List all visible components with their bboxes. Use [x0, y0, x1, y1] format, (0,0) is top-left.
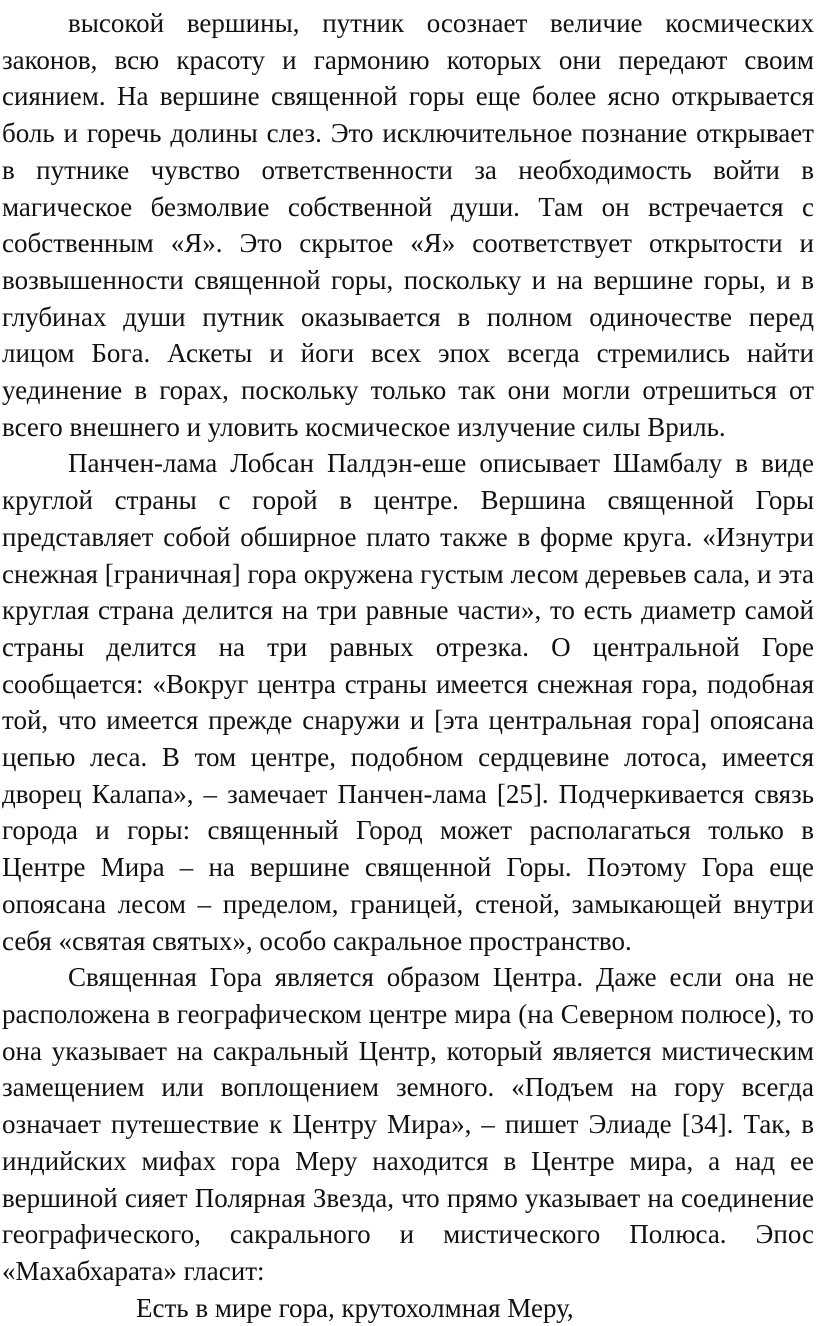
paragraph-2: Панчен-лама Лобсан Палдэн-еше описывает Шамбалу в виде круглой страны с горой в центре. Вершина священной Горы представляет собой обширное плато также в форме круга. «Изнутри снежная [граничная] гора окружена густым лесом деревьев сала, и эта круглая страна делится на три равные части», то есть диаметр самой страны делится на три равных отрезка. О центральной Горе сообщается: «Вокруг центра страны имеется снежная гора, подобная той, что имеется прежде снаружи и [эта центральная гора] опоясана цепью леса. В том центре, подобном сердцевине лотоса, имеется дворец Калапа», – замечает Панчен-лама [25]. Подчеркивается связь города и горы: священный Город может располагаться только в Центре Мира – на вершине священной Горы. Поэтому Гора еще опоясана лесом – пределом, границей, стеной, замыкающей внутри себя «святая святых», особо сакральное пространство. — [2, 448, 814, 956]
paragraph-1: высокой вершины, путник осознает величие космических законов, всю красоту и гармонию которых они передают своим сиянием. На вершине священной горы еще более ясно открывается боль и горечь долины слез. Это исключительное познание открывает в путнике чувство ответственности за необходимость войти в магическое безмолвие собственной души. Там он встречается с собственным «Я». Это скрытое «Я» соответствует открытости и возвышенности священной горы, поскольку и на вершине горы, и в глубинах души путник оказывается в полном одиночестве перед лицом Бога. Аскеты и йоги всех эпох всегда стремились найти уединение в горах, поскольку только так они могли отрешиться от всего внешнего и уловить космическое излучение силы Вриль. — [2, 8, 814, 442]
verse-line: Есть в мире гора, крутохолмная Меру, — [136, 1292, 574, 1323]
paragraph-3: Священная Гора является образом Центра. Даже если она не расположена в географическом центре мира (на Северном полюсе), то она указывает на сакральный Центр, который является мистическим замещением или воплощением земного. «Подъем на гору всегда означает путешествие к Центру Мира», – пишет Элиаде [34]. Так, в индийских мифах гора Меру находится в Центре мира, а над ее вершиной сияет Полярная Звезда, что прямо указывает на соединение географического, сакрального и мистического Полюса. Эпос «Махабхарата» гласит: — [2, 962, 814, 1286]
